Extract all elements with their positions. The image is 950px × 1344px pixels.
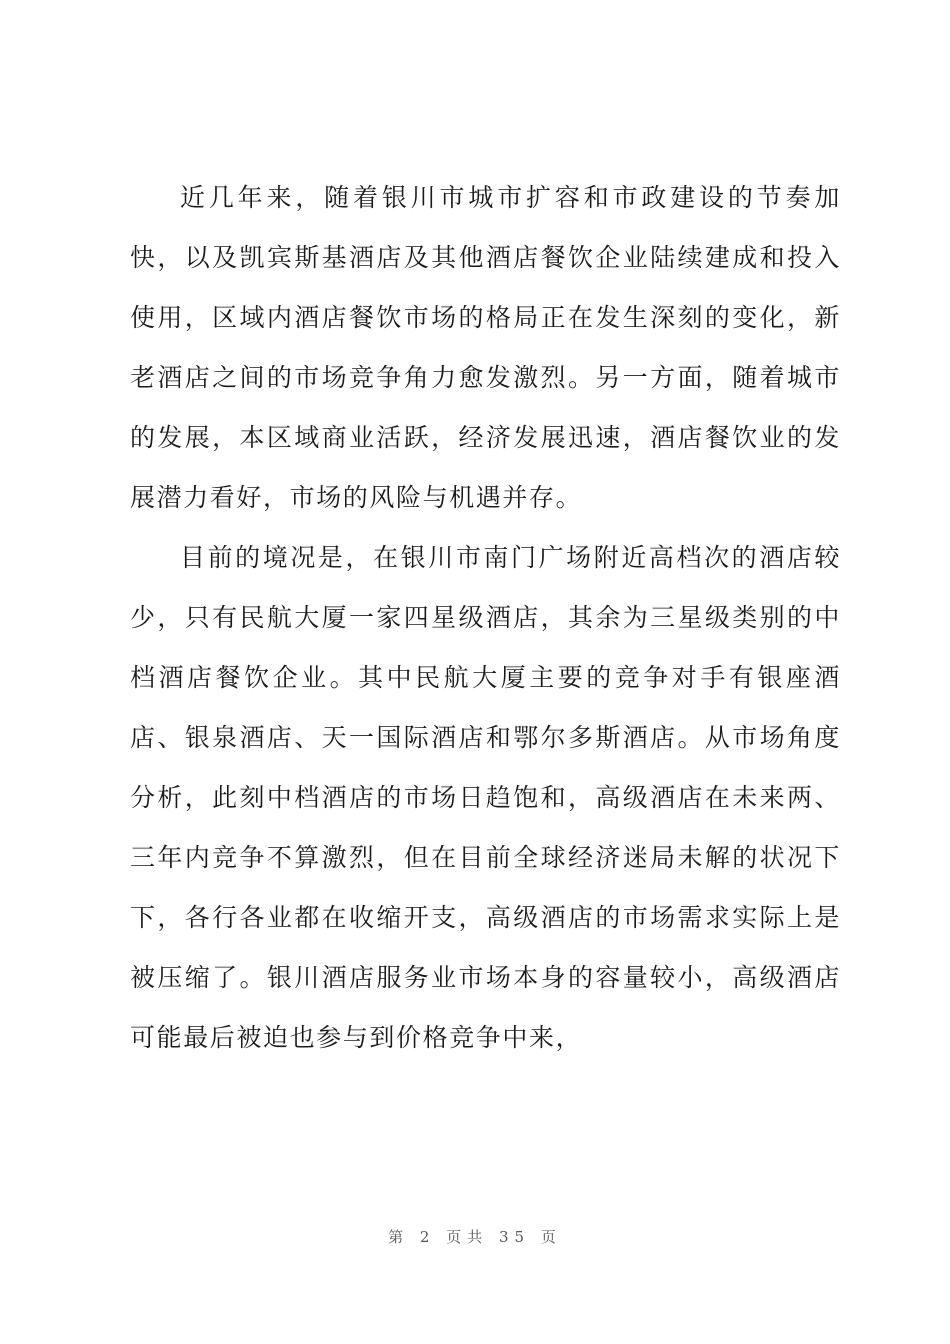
page-middle: 页共 [446,1228,489,1246]
page-suffix: 页 [540,1228,562,1246]
page-number: 2 [419,1228,436,1246]
page-footer [0,1226,950,1247]
paragraph-1: 近几年来，随着银川市城市扩容和市政建设的节奏加快，以及凯宾斯基酒店及其他酒店餐饮企业陆续建成和投入使用，区域内酒店餐饮市场的格局正在发生深刻的变化，新老酒店之间的市场竞争角力愈发激烈。另一方面，随着城市的发展，本区域商业活跃，经济发展迅速，酒店餐饮业的发展潜力看好，市场的风险与机遇并存。 [130,183,841,512]
page-prefix: 第 [388,1228,410,1246]
page-total: 35 [499,1228,531,1246]
paragraph-2: 目前的境况是，在银川市南门广场附近高档次的酒店较少，只有民航大厦一家四星级酒店，其余为三星级类别的中档酒店餐饮企业。其中民航大厦主要的竞争对手有银座酒店、银泉酒店、天一国际酒店和鄂尔多斯酒店。从市场角度分析，此刻中档酒店的市场日趋饱和，高级酒店在未来两、三年内竞争不算激烈，但在目前全球经济迷局未解的状况下下，各行各业都在收缩开支，高级酒店的市场需求实际上是被压缩了。银川酒店服务业市场本身的容量较小，高级酒店可能最后被迫也参与到价格竞争中来， [130,543,841,1052]
document-body [130,168,841,1068]
